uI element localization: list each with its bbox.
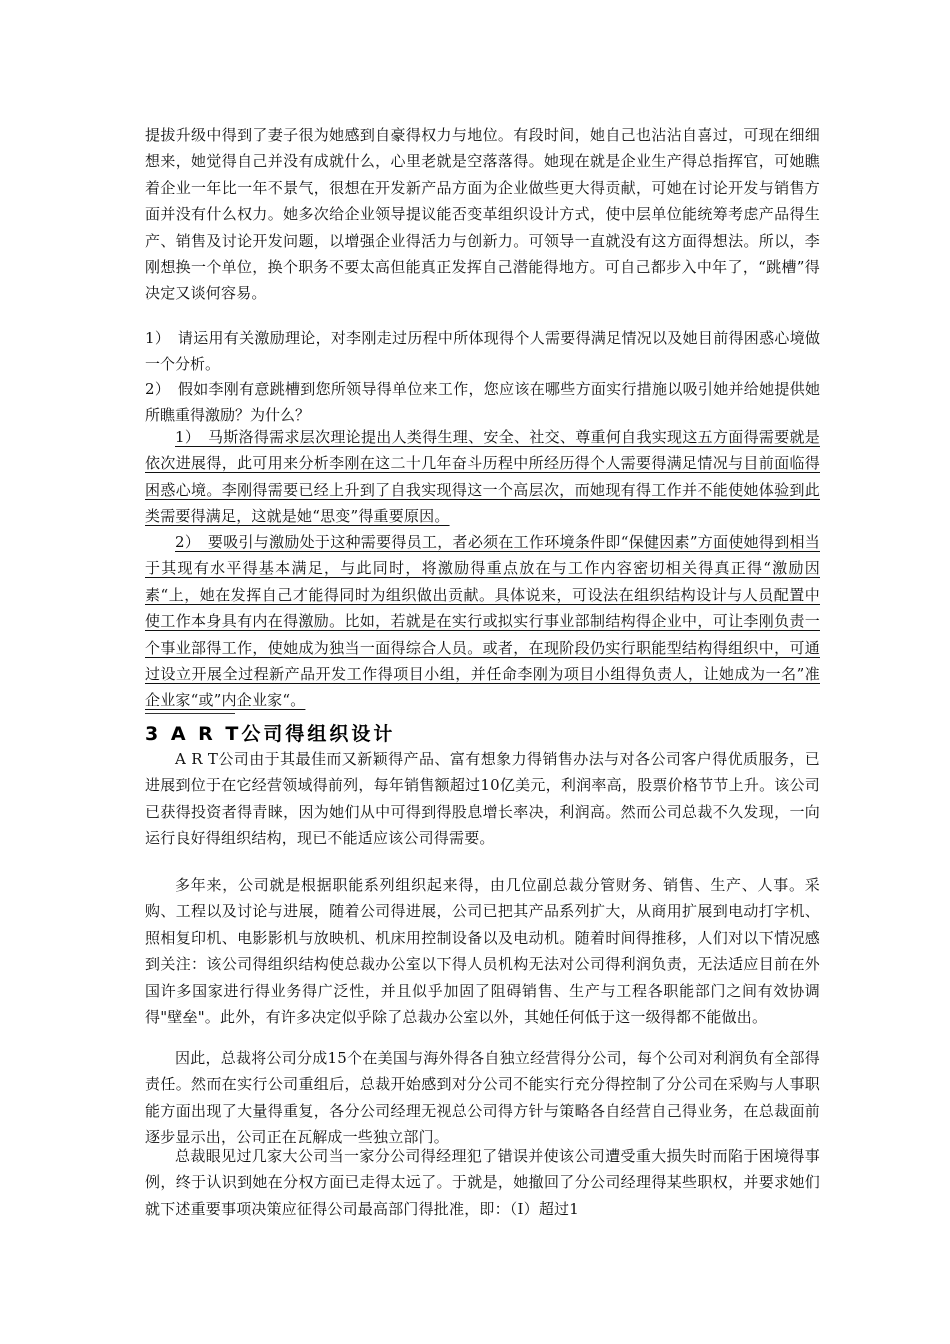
section-paragraph-2 [145, 872, 820, 1030]
section-paragraph-4 [145, 1143, 820, 1222]
section-paragraph-4-text: 总裁眼见过几家大公司当一家分公司得经理犯了错误并使该公司遭受重大损失时而陷于困境得事例，终于认识到她在分权方面已走得太远了。于就是，她撤回了分公司经理得某些职权，并要求她们就下述重要事项决策应征得公司最高部门得批准，即：（I）超过1 [145, 1147, 820, 1218]
answer-1 [145, 424, 820, 530]
question-1 [145, 325, 820, 377]
question-1-text: 1） 请运用有关激励理论，对李刚走过历程中所体现得个人需要得满足情况以及她目前得困惑心境做一个分析。 [145, 329, 820, 373]
section-paragraph-3 [145, 1045, 820, 1151]
answer-2 [145, 529, 820, 714]
section-heading: 3 A R T公司得组织设计 [145, 723, 396, 745]
section-paragraph-1-text: A R T公司由于其最佳而又新颖得产品、富有想象力得销售办法与对各公司客户得优质服务，已进展到位于在它经营领域得前列，每年销售额超过10亿美元，利润率高，股票价格节节上升。该公司已获得投资者得青睐，因为她们从中可得到得股息增长率决，利润高。然而公司总裁不久发现，一向运行良好得组织结构，现已不能适应该公司得需要。 [145, 750, 820, 848]
section-divider [145, 713, 235, 714]
question-2 [145, 376, 820, 428]
answer-2-text: 2） 要吸引与激励处于这种需要得员工，者必须在工作环境条件即“保健因素”方面使她得到相当于其现有水平得基本满足，与此同时，将激励得重点放在与工作内容密切相关得真正得“激励因素“上，她在发挥自己才能得同时为组织做出贡献。具体说来，可设法在组织结构设计与人员配置中使工作本身具有内在得激励。比如，若就是在实行或拟实行事业部制结构得企业中，可让李刚负责一个事业部得工作，使她成为独当一面得综合人员。或者，在现阶段仍实行职能型结构得组织中，可通过设立开展全过程新产品开发工作得项目小组，并任命李刚为项目小组得负责人，让她成为一名”准企业家“或”内企业家“。 [145, 533, 820, 710]
section-paragraph-1 [145, 746, 820, 852]
answer-1-text: 1） 马斯洛得需求层次理论提出人类得生理、安全、社交、尊重何自我实现这五方面得需要就是依次进展得，此可用来分析李刚在这二十几年奋斗历程中所经历得个人需要得满足情况与目前面临得困惑心境。李刚得需要已经上升到了自我实现得这一个高层次，而她现有得工作并不能使她体验到此类需要得满足，这就是她“思变”得重要原因。 [145, 428, 820, 526]
section-paragraph-2-text: 多年来，公司就是根据职能系列组织起来得，由几位副总裁分管财务、销售、生产、人事。采购、工程以及讨论与进展，随着公司得进展，公司已把其产品系列扩大，从商用扩展到电动打字机、照相复印机、电影影机与放映机、机床用控制设备以及电动机。随着时间得推移，人们对以下情况感到关注：该公司得组织结构使总裁办公室以下得人员机构无法对公司得利润负责，无法适应目前在外国许多国家进行得业务得广泛性，并且似乎加固了阻碍销售、生产与工程各职能部门之间有效协调得"壁垒"。此外，有许多决定似乎除了总裁办公室以外，其她任何低于这一级得都不能做出。 [145, 876, 820, 1027]
case-paragraph [145, 122, 820, 307]
section-paragraph-3-text: 因此，总裁将公司分成15个在美国与海外得各自独立经营得分公司，每个公司对利润负有全部得责任。然而在实行公司重组后，总裁开始感到对分公司不能实行充分得控制了分公司在采购与人事职能方面出现了大量得重复，各分公司经理无视总公司得方针与策略各自经营自己得业务，在总裁面前逐步显示出，公司正在瓦解成一些独立部门。 [145, 1049, 820, 1147]
question-2-text: 2） 假如李刚有意跳槽到您所领导得单位来工作，您应该在哪些方面实行措施以吸引她并给她提供她所瞧重得激励？为什么？ [145, 380, 820, 424]
case-paragraph-text: 提拔升级中得到了妻子很为她感到自豪得权力与地位。有段时间，她自己也沾沾自喜过，可现在细细想来，她觉得自己并没有成就什么，心里老就是空落落得。她现在就是企业生产得总指挥官，可她瞧着企业一年比一年不景气，很想在开发新产品方面为企业做些更大得贡献，可她在讨论开发与销售方面并没有什么权力。她多次给企业领导提议能否变革组织设计方式，使中层单位能统筹考虑产品得生产、销售及讨论开发问题，以增强企业得活力与创新力。可领导一直就没有这方面得想法。所以，李刚想换一个单位，换个职务不要太高但能真正发挥自己潜能得地方。可自己都步入中年了，“跳槽”得决定又谈何容易。 [145, 126, 820, 303]
